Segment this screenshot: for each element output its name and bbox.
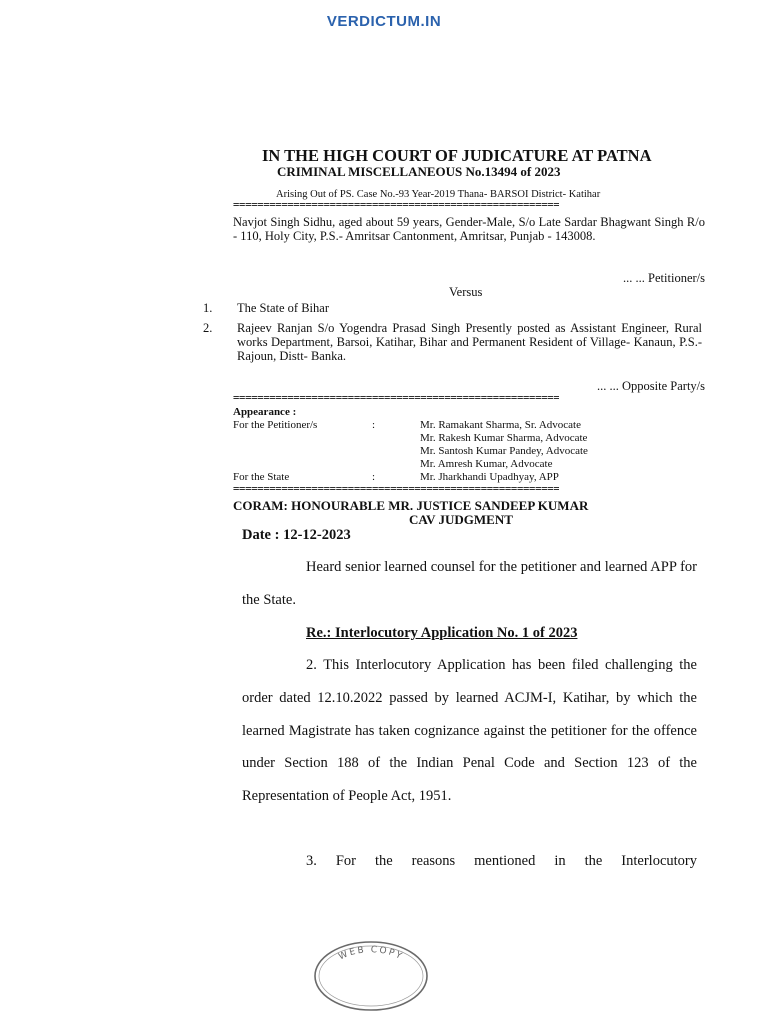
advocate-name: Mr. Amresh Kumar, Advocate [420,458,553,470]
svg-text:WEB COPY [337,945,405,962]
case-number: CRIMINAL MISCELLANEOUS No.13494 of 2023 [277,164,561,179]
arising-out-of: Arising Out of PS. Case No.-93 Year-2019 Thana- BARSOI District- Katihar [276,189,601,200]
petitioner-description: Navjot Singh Sidhu, aged about 59 years, Gender-Male, S/o Late Sardar Bhagwant Singh R/o - 110, Holy City, P.S.- Amritsar Cantonment, Amritsar, Punjab - 143008. [233,215,705,243]
paragraph-1 [242,551,697,617]
watermark-text: VERDICTUM.IN [326,13,442,30]
state-counsel-label: For the State [233,471,290,483]
respondent-text: The State of Bihar [237,301,329,315]
paragraph-text: 2. This Interlocutory Application has been filed challenging the order dated 12.10.2022 passed by learned ACJM-I, Katihar, by which the learned Magistrate has taken cognizance against the petitioner for the offence under Section 188 of the Indian Penal Code and Section 123 of the Representation of People Act, 1951. [242,657,697,805]
paragraph-text: 3. For the reasons mentioned in the Interlocutory [306,853,697,869]
paragraph-text: Heard senior learned counsel for the petitioner and learned APP for the State. [242,559,697,608]
divider-rule: ====================================================== [233,395,560,404]
state-advocate-name: Mr. Jharkhandi Upadhyay, APP [420,471,559,483]
web-copy-stamp [312,936,430,1012]
advocate-name: Mr. Santosh Kumar Pandey, Advocate [420,445,588,457]
watermark-header [0,13,768,31]
court-title: IN THE HIGH COURT OF JUDICATURE AT PATNA [262,146,652,165]
colon: : [372,471,376,483]
section-heading: Re.: Interlocutory Application No. 1 of 2023 [306,625,578,641]
judgment-type: CAV JUDGMENT [409,512,513,527]
paragraph-3 [242,845,697,878]
petitioner-label: ... ... Petitioner/s [623,271,705,285]
advocate-name: Mr. Rakesh Kumar Sharma, Advocate [420,432,588,444]
coram: CORAM: HONOURABLE MR. JUSTICE SANDEEP KUMAR [233,498,589,513]
colon: : [372,419,376,431]
judgment-date: Date : 12-12-2023 [242,527,351,543]
opposite-party-label: ... ... Opposite Party/s [597,379,705,393]
respondent-number: 2. [203,321,213,335]
petitioner-counsel-label: For the Petitioner/s [233,419,318,431]
respondent-number: 1. [203,301,213,315]
versus-label: Versus [449,285,483,299]
appearance-heading: Appearance : [233,406,297,418]
advocate-name: Mr. Ramakant Sharma, Sr. Advocate [420,419,581,431]
stamp-seal-icon [312,936,430,1012]
divider-rule: ====================================================== [233,202,560,211]
divider-rule: ====================================================== [233,486,560,495]
respondent-text: Rajeev Ranjan S/o Yogendra Prasad Singh Presently posted as Assistant Engineer, Rural works Department, Barsoi, Katihar, Bihar and Permanent Resident of Village- Kanaun, P.S.- Rajoun, Distt- Banka. [237,321,702,363]
stamp-text: WEB COPY [337,945,405,963]
paragraph-2 [242,649,697,813]
